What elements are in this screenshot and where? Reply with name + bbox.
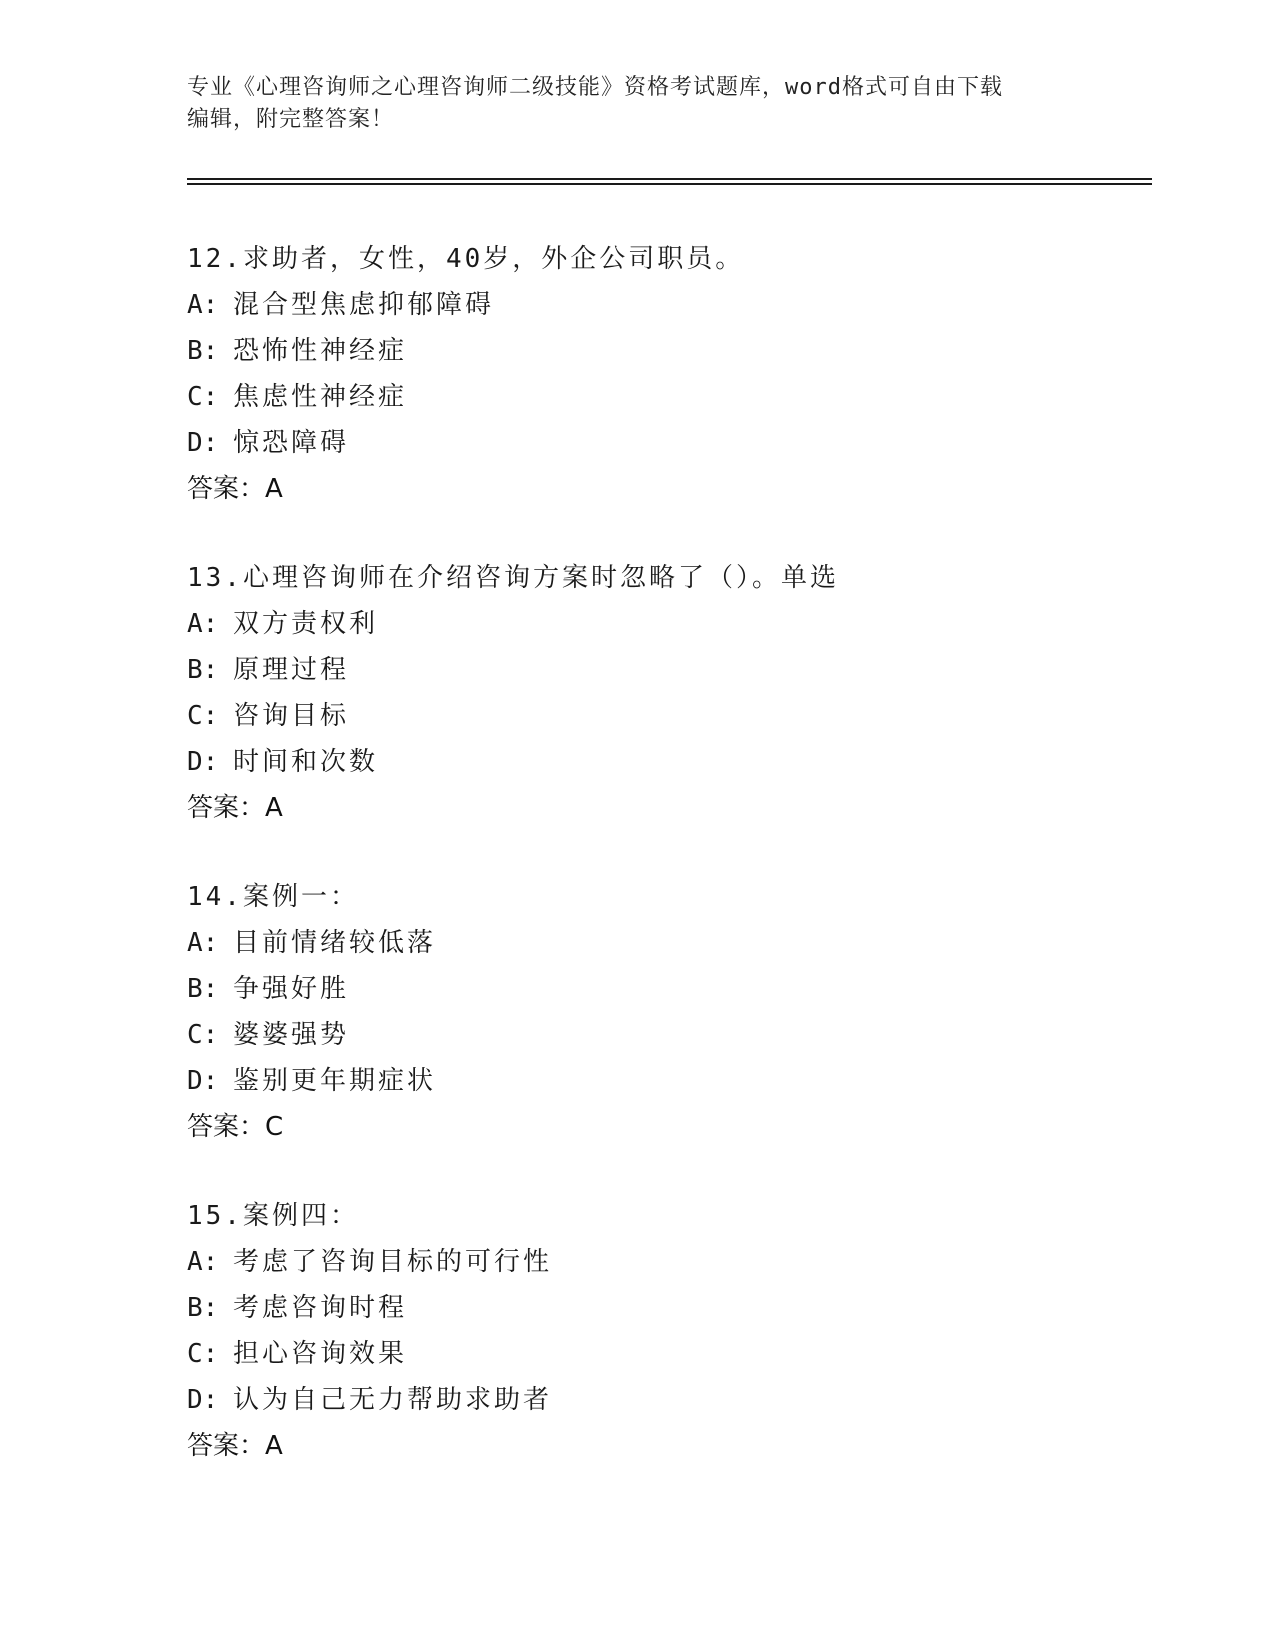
header-line-1: 专业《心理咨询师之心理咨询师二级技能》资格考试题库，word格式可自由下载 xyxy=(187,75,1003,100)
option-letter: A: xyxy=(187,1247,219,1277)
header-line-2: 编辑，附完整答案！ xyxy=(187,107,395,132)
option-b xyxy=(187,1285,1147,1331)
option-text: 咨询目标 xyxy=(233,701,350,731)
option-d xyxy=(187,739,1147,785)
option-a xyxy=(187,282,1147,328)
option-a xyxy=(187,1239,1147,1285)
option-d xyxy=(187,1058,1147,1104)
answer-line: 答案：A xyxy=(187,793,283,823)
option-text: 认为自己无力帮助求助者 xyxy=(233,1385,553,1415)
option-text: 恐怖性神经症 xyxy=(233,336,408,366)
answer-line: 答案：A xyxy=(187,474,283,504)
option-text: 时间和次数 xyxy=(233,747,379,777)
question-block xyxy=(187,555,1147,831)
option-text: 惊恐障碍 xyxy=(233,428,350,458)
option-b xyxy=(187,647,1147,693)
header-divider-bottom xyxy=(187,183,1152,185)
option-b xyxy=(187,328,1147,374)
option-text: 婆婆强势 xyxy=(233,1020,350,1050)
option-text: 鉴别更年期症状 xyxy=(233,1066,437,1096)
option-letter: C: xyxy=(187,382,219,412)
document-header xyxy=(187,72,1087,136)
option-text: 混合型焦虑抑郁障碍 xyxy=(233,290,495,320)
option-c xyxy=(187,374,1147,420)
option-letter: C: xyxy=(187,701,219,731)
question-stem: 14.案例一： xyxy=(187,882,359,912)
option-letter: D: xyxy=(187,428,219,458)
option-letter: D: xyxy=(187,1066,219,1096)
answer-line: 答案：A xyxy=(187,1431,283,1461)
option-letter: A: xyxy=(187,290,219,320)
option-letter: B: xyxy=(187,974,219,1004)
option-a xyxy=(187,920,1147,966)
question-block xyxy=(187,874,1147,1150)
option-a xyxy=(187,601,1147,647)
option-text: 目前情绪较低落 xyxy=(233,928,437,958)
question-block xyxy=(187,1193,1147,1469)
question-block xyxy=(187,236,1147,512)
option-text: 双方责权利 xyxy=(233,609,379,639)
question-stem: 15.案例四： xyxy=(187,1201,359,1231)
option-text: 考虑咨询时程 xyxy=(233,1293,408,1323)
option-text: 考虑了咨询目标的可行性 xyxy=(233,1247,553,1277)
option-b xyxy=(187,966,1147,1012)
option-letter: B: xyxy=(187,655,219,685)
option-d xyxy=(187,1377,1147,1423)
question-stem: 12.求助者，女性，40岁，外企公司职员。 xyxy=(187,244,745,274)
option-letter: D: xyxy=(187,747,219,777)
question-stem: 13.心理咨询师在介绍咨询方案时忽略了（）。单选 xyxy=(187,563,839,593)
option-letter: A: xyxy=(187,928,219,958)
option-letter: C: xyxy=(187,1020,219,1050)
option-letter: C: xyxy=(187,1339,219,1369)
option-text: 担心咨询效果 xyxy=(233,1339,408,1369)
header-divider-top xyxy=(187,178,1152,180)
option-letter: B: xyxy=(187,336,219,366)
answer-line: 答案：C xyxy=(187,1112,284,1142)
option-c xyxy=(187,1331,1147,1377)
option-text: 焦虑性神经症 xyxy=(233,382,408,412)
option-letter: B: xyxy=(187,1293,219,1323)
option-letter: D: xyxy=(187,1385,219,1415)
option-text: 原理过程 xyxy=(233,655,350,685)
option-text: 争强好胜 xyxy=(233,974,350,1004)
option-c xyxy=(187,693,1147,739)
option-d xyxy=(187,420,1147,466)
option-letter: A: xyxy=(187,609,219,639)
option-c xyxy=(187,1012,1147,1058)
